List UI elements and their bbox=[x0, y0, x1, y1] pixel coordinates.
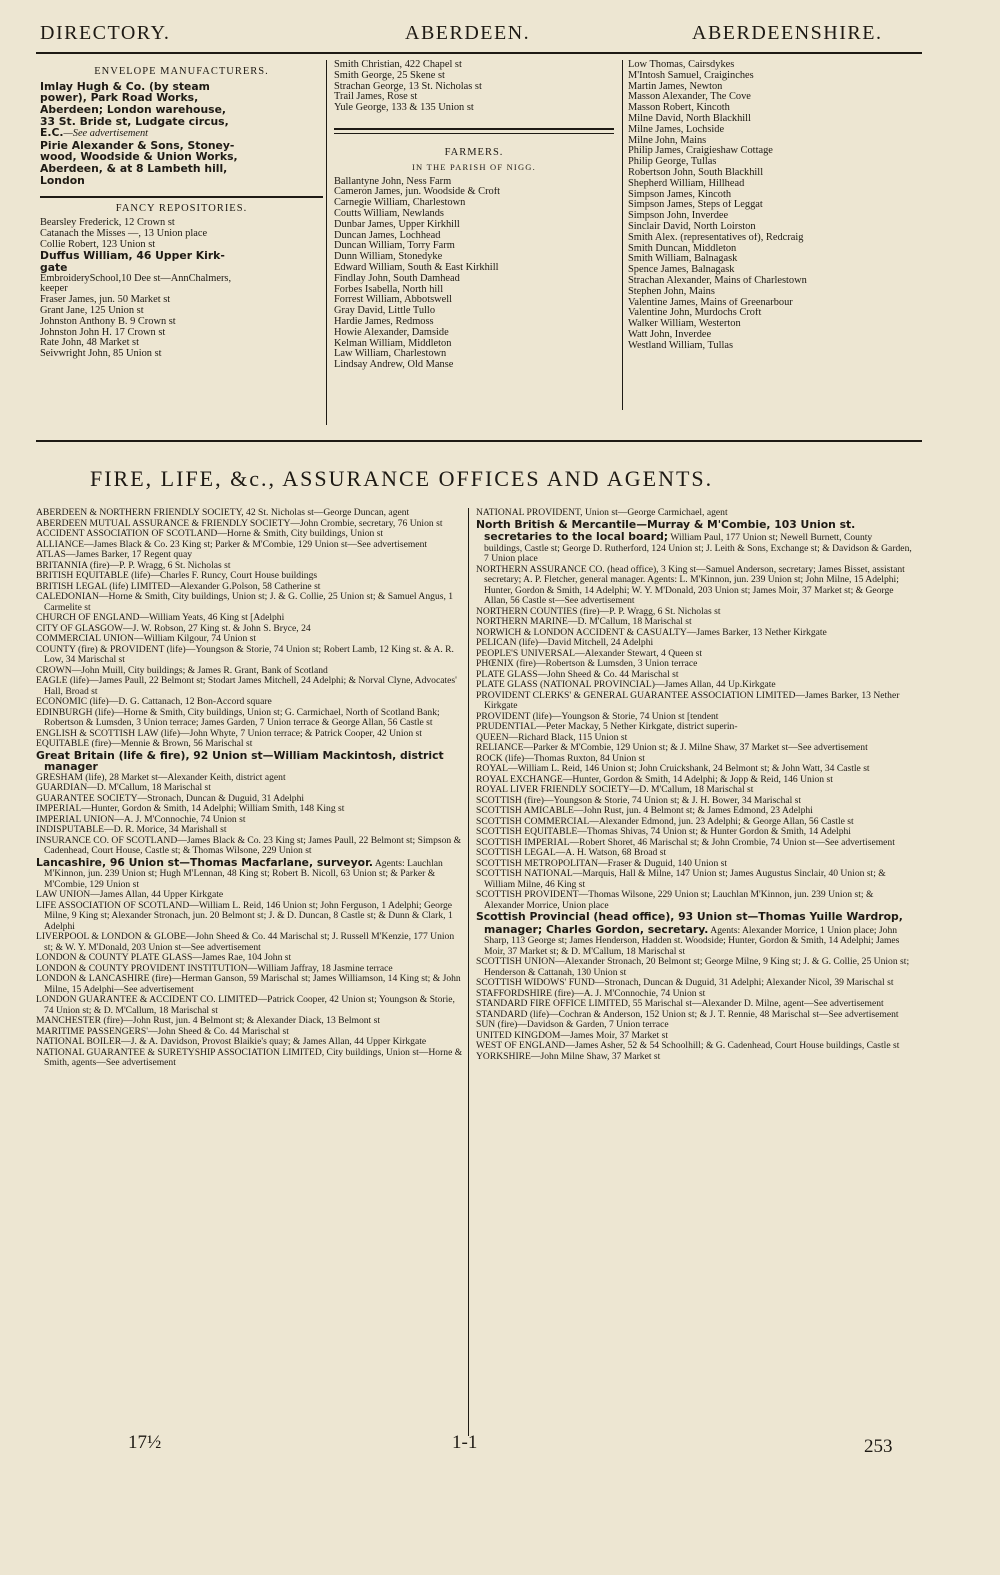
list-entry: LONDON GUARANTEE & ACCIDENT CO. LIMITED—Patrick Cooper, 42 Union st; Youngson & Storie, 74 Union st; & D. M'Callum, 18 Marischal st bbox=[36, 995, 455, 1016]
section-rule bbox=[36, 440, 922, 442]
list-entry: LONDON & COUNTY PROVIDENT INSTITUTION—William Jaffray, 18 Jasmine terrace bbox=[36, 963, 393, 974]
list-item: Fraser James, jun. 50 Market st bbox=[40, 295, 171, 306]
list-continued bbox=[334, 60, 614, 114]
list-item: Valentine James, Mains of Greenarbour bbox=[628, 297, 793, 308]
list-entry: STANDARD (life)—Cochran & Anderson, 152 Union st; & J. T. Rennie, 48 Marischal st—See advertisement bbox=[476, 1009, 899, 1020]
list-entry: SCOTTISH IMPERIAL—Robert Shoret, 46 Marischal st; & John Crombie, 74 Union st—See advertisement bbox=[476, 837, 895, 848]
list-entry: PHŒNIX (fire)—Robertson & Lumsden, 3 Union terrace bbox=[476, 659, 698, 669]
list-entry: SUN (fire)—Davidson & Garden, 7 Union terrace bbox=[476, 1020, 669, 1030]
list-item: Catanach the Misses —, 13 Union place bbox=[40, 228, 208, 239]
list-entry: MARITIME PASSENGERS'—John Sheed & Co. 44 Marischal st bbox=[36, 1026, 289, 1037]
list-item: Kelman William, Middleton bbox=[334, 338, 452, 349]
list-entry: NORWICH & LONDON ACCIDENT & CASUALTY—James Barker, 13 Nether Kirkgate bbox=[476, 627, 827, 638]
list-entry: PLATE GLASS (NATIONAL PROVINCIAL)—James Allan, 44 Up.Kirkgate bbox=[476, 680, 776, 690]
list-item: Robertson John, South Blackhill bbox=[628, 167, 764, 178]
list-entry: SCOTTISH NATIONAL—Marquis, Hall & Milne, 147 Union st; James Augustus Sinclair, 40 Union st; & William Milne, 46 King st bbox=[476, 869, 886, 890]
list-entry: CITY OF GLASGOW—J. W. Robson, 27 King st. & John S. Bryce, 24 bbox=[36, 623, 311, 634]
list-item: Philip James, Craigieshaw Cottage bbox=[628, 146, 773, 157]
entry-great-britain: Great Britain (life & fire), 92 Union st—William Mackintosh, district manager bbox=[36, 749, 444, 773]
list-item: Shepherd William, Hillhead bbox=[628, 178, 745, 189]
farmers-list-continued bbox=[628, 60, 920, 352]
list-entry: SCOTTISH UNION—Alexander Stronach, 20 Belmont st; George Milne, 9 King st; J. & G. Collie, 25 Union st; Henderson & Cattanah, 130 Union st bbox=[476, 957, 910, 978]
list-item: Grant Jane, 125 Union st bbox=[40, 305, 144, 316]
list-item: Yule George, 133 & 135 Union st bbox=[334, 103, 474, 114]
list-item: Simpson John, Inverdee bbox=[628, 211, 729, 222]
list-entry: BRITISH EQUITABLE (life)—Charles F. Runcy, Court House buildings bbox=[36, 571, 318, 581]
list-item: Spence James, Balnagask bbox=[628, 265, 735, 276]
entry-lancashire: Lancashire, 96 Union st—Thomas Macfarlane, surveyor. Agents: Lauchlan M'Kinnon, jun. 239 Union st; Hugh M'Lennan, 48 King st; Robert B. Nicoll, 63 Union st; & Parker & M'Combie, 129 Union st bbox=[36, 856, 443, 890]
list-entry: LONDON & COUNTY PLATE GLASS—James Rae, 104 John st bbox=[36, 953, 292, 964]
column-1 bbox=[40, 64, 323, 360]
list-entry: UNITED KINGDOM—James Moir, 37 Market st bbox=[476, 1030, 668, 1041]
column-3 bbox=[628, 60, 920, 352]
list-entry: IMPERIAL UNION—A. J. M'Connochie, 74 Union st bbox=[36, 814, 246, 825]
header-left: DIRECTORY. bbox=[40, 22, 171, 44]
list-entry: SCOTTISH METROPOLITAN—Fraser & Duguid, 140 Union st bbox=[476, 858, 728, 869]
list-item: Rate John, 48 Market st bbox=[40, 338, 139, 349]
list-entry: MANCHESTER (fire)—John Rust, jun. 4 Belmont st; & Alexander Diack, 13 Belmont st bbox=[36, 1016, 381, 1027]
list-entry: PLATE GLASS—John Sheed & Co. 44 Marischal st bbox=[476, 669, 679, 680]
list-entry: ECONOMIC (life)—D. G. Cattanach, 12 Bon-Accord square bbox=[36, 697, 272, 707]
list-entry: EQUITABLE (fire)—Mennie & Brown, 56 Marischal st bbox=[36, 739, 253, 749]
list-entry: GUARDIAN—D. M'Callum, 18 Marischal st bbox=[36, 783, 211, 794]
fancy-entry-duffus: Duffus William, 46 Upper Kirk- gate bbox=[40, 250, 225, 274]
list-entry: ABERDEEN MUTUAL ASSURANCE & FRIENDLY SOCIETY—John Crombie, secretary, 76 Union st bbox=[36, 518, 443, 529]
list-entry: ROYAL—William L. Reid, 146 Union st; John Cruickshank, 24 Belmont st; & John Watt, 34 Castle st bbox=[476, 764, 870, 774]
list-item: Watt John, Inverdee bbox=[628, 329, 712, 340]
list-item: Duncan William, Torry Farm bbox=[334, 241, 455, 252]
footer-left: 17½ bbox=[128, 1432, 162, 1453]
list-item: Coutts William, Newlands bbox=[334, 208, 444, 219]
list-item: Masson Alexander, The Cove bbox=[628, 92, 751, 103]
list-entry: SCOTTISH COMMERCIAL—Alexander Edmond, jun. 23 Adelphi; & George Allan, 56 Castle st bbox=[476, 816, 854, 827]
list-item: Valentine John, Murdochs Croft bbox=[628, 308, 762, 319]
list-entry: EAGLE (life)—James Paull, 22 Belmont st; Stodart James Mitchell, 24 Adelphi; & Norval Clyne, Advocates' Hall, Broad st bbox=[36, 676, 457, 697]
list-entry: RELIANCE—Parker & M'Combie, 129 Union st; & J. Milne Shaw, 37 Market st—See advertisement bbox=[476, 743, 868, 753]
assurance-column-left bbox=[36, 508, 464, 1069]
list-entry: PROVIDENT (life)—Youngson & Storie, 74 Union st [tendent bbox=[476, 711, 719, 722]
column-divider bbox=[622, 60, 623, 410]
list-entry: SCOTTISH WIDOWS' FUND—Stronach, Duncan & Duguid, 31 Adelphi; Alexander Nicol, 39 Marischal st bbox=[476, 978, 894, 988]
list-item: Law William, Charlestown bbox=[334, 349, 447, 360]
list-item: Forrest William, Abbotswell bbox=[334, 295, 453, 306]
section-title-farmers: FARMERS. bbox=[444, 147, 504, 158]
list-item: Martin James, Newton bbox=[628, 81, 723, 92]
list-item: Ballantyne John, Ness Farm bbox=[334, 176, 452, 187]
section-subtitle-nigg: IN THE PARISH OF NIGG. bbox=[412, 161, 536, 172]
list-item: Dunbar James, Upper Kirkhill bbox=[334, 219, 460, 230]
list-entry: LIFE ASSOCIATION OF SCOTLAND—William L. Reid, 146 Union st; John Ferguson, 1 Adelphi; George Milne, 9 King st; Alexander Stronach, jun. 20 Belmont st; J. & D. Duncan, 8 Castle st; & Dunn & Clark, 1 Adelphi bbox=[36, 900, 453, 932]
list-item: Philip George, Tullas bbox=[628, 157, 717, 168]
list-item: Milne James, Lochside bbox=[628, 124, 725, 135]
list-entry: SCOTTISH PROVIDENT—Thomas Wilsone, 229 Union st; Lauchlan M'Kinnon, jun. 239 Union st; & Alexander Morrice, Union place bbox=[476, 890, 874, 911]
entry-north-british: North British & Mercantile—Murray & M'Combie, 103 Union st. secretaries to the local board; William Paul, 177 Union st; Newell Burnett, County buildings, Castle st; George D. Rutherford, 124 Union st; J. Leith & Sons, Exchange st; & Davidson & Garden, 7 Union place bbox=[476, 518, 912, 564]
page-title: FIRE, LIFE, &c., ASSURANCE OFFICES AND AGENTS. bbox=[90, 466, 714, 491]
list-entry: PELICAN (life)—David Mitchell, 24 Adelphi bbox=[476, 638, 654, 648]
list-entry: LONDON & LANCASHIRE (fire)—Herman Ganson, 59 Marischal st; James Williamson, 14 King st; & John Milne, 15 Adelphi—See advertisement bbox=[36, 974, 461, 995]
list-entry: SCOTTISH EQUITABLE—Thomas Shivas, 74 Union st; & Hunter Gordon & Smith, 14 Adelphi bbox=[476, 827, 851, 837]
list-item: Gray David, Little Tullo bbox=[334, 306, 436, 317]
section-title-envelope: ENVELOPE MANUFACTURERS. bbox=[94, 67, 269, 77]
column-divider bbox=[468, 508, 469, 1436]
list-entry: GRESHAM (life), 28 Market st—Alexander Keith, district agent bbox=[36, 772, 286, 783]
fancy-list bbox=[40, 218, 323, 250]
section-rule bbox=[40, 196, 323, 198]
list-item: Smith Christian, 422 Chapel st bbox=[334, 60, 462, 70]
list-item: Edward William, South & East Kirkhill bbox=[334, 262, 499, 273]
list-item: Seivwright John, 85 Union st bbox=[40, 349, 162, 360]
list-entry: IMPERIAL—Hunter, Gordon & Smith, 14 Adelphi; William Smith, 148 King st bbox=[36, 804, 345, 815]
list-entry: INSURANCE CO. OF SCOTLAND—James Black & Co. 23 King st; James Paull, 22 Belmont st; Simpson & Cadenhead, Court House, Castle st; & Thomas Wilsone, 229 Union st bbox=[36, 835, 462, 857]
list-item: Walker William, Westerton bbox=[628, 319, 741, 330]
list-entry: ACCIDENT ASSOCIATION OF SCOTLAND—Horne & Smith, City buildings, Union st bbox=[36, 529, 384, 539]
list-item: Strachan George, 13 St. Nicholas st bbox=[334, 81, 482, 92]
list-item: keeper bbox=[40, 284, 68, 295]
list-entry: CHURCH OF ENGLAND—William Yeats, 46 King st [Adelphi bbox=[36, 613, 285, 623]
list-entry: PEOPLE'S UNIVERSAL—Alexander Stewart, 4 Queen st bbox=[476, 648, 703, 659]
list-entry: SCOTTISH LEGAL—A. H. Watson, 68 Broad st bbox=[476, 848, 667, 858]
list-item: Duncan James, Lochhead bbox=[334, 230, 441, 241]
list-entry: STAFFORDSHIRE (fire)—A. J. M'Connochie, 74 Union st bbox=[476, 988, 706, 999]
list-item: Carnegie William, Charlestown bbox=[334, 198, 466, 209]
list-item: Smith William, Balnagask bbox=[628, 254, 738, 265]
list-item: Sinclair David, North Loirston bbox=[628, 221, 756, 232]
list-entry: ROYAL EXCHANGE—Hunter, Gordon & Smith, 14 Adelphi; & Jopp & Reid, 146 Union st bbox=[476, 774, 833, 785]
list-entry: INDISPUTABLE—D. R. Morice, 34 Marishall st bbox=[36, 825, 227, 836]
list-entry: COMMERCIAL UNION—William Kilgour, 74 Union st bbox=[36, 634, 257, 644]
list-entry: ROCK (life)—Thomas Ruxton, 84 Union st bbox=[476, 753, 645, 764]
list-entry: SCOTTISH AMICABLE—John Rust, jun. 4 Belmont st; & James Edmond, 23 Adelphi bbox=[476, 806, 813, 816]
list-entry: PROVIDENT CLERKS' & GENERAL GUARANTEE ASSOCIATION LIMITED—James Barker, 13 Nether Kirkgate bbox=[476, 690, 900, 711]
list-entry: COUNTY (fire) & PROVIDENT (life)—Youngson & Storie, 74 Union st; Robert Lamb, 12 King st. & A. R. Low, 34 Marischal st bbox=[36, 644, 454, 665]
list-entry: ROYAL LIVER FRIENDLY SOCIETY—D. M'Callum, 18 Marischal st bbox=[476, 785, 754, 795]
list-item: Trail James, Rose st bbox=[334, 92, 418, 103]
list-item: Milne David, North Blackhill bbox=[628, 113, 751, 124]
list-entry: NATIONAL GUARANTEE & SURETYSHIP ASSOCIATION LIMITED, City buildings, Union st—Horne & Smith, agents—See advertisement bbox=[36, 1047, 463, 1069]
list-entry: LAW UNION—James Allan, 44 Upper Kirkgate bbox=[36, 890, 224, 901]
list-entry: YORKSHIRE—John Milne Shaw, 37 Market st bbox=[476, 1051, 661, 1062]
list-entry: BRITANNIA (fire)—P. P. Wragg, 6 St. Nicholas st bbox=[36, 560, 231, 571]
header-rule bbox=[36, 52, 922, 54]
assurance-column-right bbox=[476, 508, 912, 1062]
list-item: Johnston Anthony B. 9 Crown st bbox=[40, 316, 176, 327]
list-entry: STANDARD FIRE OFFICE LIMITED, 55 Marischal st—Alexander D. Milne, agent—See advertisement bbox=[476, 999, 884, 1009]
farmers-list bbox=[334, 177, 614, 371]
list-item: Simpson James, Steps of Leggat bbox=[628, 200, 763, 211]
list-entry: CROWN—John Muill, City buildings; & James R. Grant, Bank of Scotland bbox=[36, 665, 328, 676]
list-entry: BRITISH LEGAL (life) LIMITED—Alexander G.Polson, 58 Catherine st bbox=[36, 581, 321, 592]
list-entry: SCOTTISH (fire)—Youngson & Storie, 74 Union st; & J. H. Bower, 34 Marischal st bbox=[476, 795, 802, 806]
list-item: Findlay John, South Damhead bbox=[334, 273, 460, 284]
list-item: Lindsay Andrew, Old Manse bbox=[334, 360, 454, 371]
list-entry: NORTHERN COUNTIES (fire)—P. P. Wragg, 6 St. Nicholas st bbox=[476, 606, 721, 617]
list-entry: ATLAS—James Barker, 17 Regent quay bbox=[36, 550, 193, 560]
list-item: Milne John, Mains bbox=[628, 135, 707, 146]
footer-center: 1-1 bbox=[452, 1432, 478, 1453]
section-rule bbox=[334, 128, 614, 134]
list-entry: NATIONAL BOILER—J. & A. Davidson, Provost Blaikie's quay; & James Allan, 44 Upper Kirkgate bbox=[36, 1037, 427, 1048]
list-item: Hardie James, Redmoss bbox=[334, 316, 434, 327]
list-entry: ABERDEEN & NORTHERN FRIENDLY SOCIETY, 42 St. Nicholas st—George Duncan, agent bbox=[36, 508, 410, 518]
list-item: Strachan Alexander, Mains of Charlestown bbox=[628, 275, 807, 286]
list-entry: NORTHERN MARINE—D. M'Callum, 18 Marischal st bbox=[476, 617, 692, 627]
list-item: Simpson James, Kincoth bbox=[628, 189, 732, 200]
list-item: Johnston John H. 17 Crown st bbox=[40, 327, 166, 338]
list-entry: CALEDONIAN—Horne & Smith, City buildings, Union st; J. & G. Collie, 25 Union st; & Samuel Angus, 1 Carmelite st bbox=[36, 592, 454, 613]
envelope-entry-imlay: Imlay Hugh & Co. (by steam power), Park Road Works, Aberdeen; London warehouse, 33 St. Bride st, Ludgate circus, E.C.—See advertisement bbox=[40, 80, 229, 140]
header-right: ABERDEENSHIRE. bbox=[692, 22, 883, 44]
list-item: M'Intosh Samuel, Craiginches bbox=[628, 70, 754, 81]
list-entry: GUARANTEE SOCIETY—Stronach, Duncan & Duguid, 31 Adelphi bbox=[36, 793, 305, 804]
list-item: Masson Robert, Kincoth bbox=[628, 103, 730, 114]
column-2 bbox=[334, 60, 614, 371]
list-item: Smith George, 25 Skene st bbox=[334, 70, 445, 81]
list-item: Cameron James, jun. Woodside & Croft bbox=[334, 187, 501, 198]
section-title-fancy: FANCY REPOSITORIES. bbox=[115, 204, 248, 215]
list-entry: PRUDENTIAL—Peter Mackay, 5 Nether Kirkgate, district superin- bbox=[476, 722, 738, 732]
list-item: Howie Alexander, Damside bbox=[334, 327, 449, 338]
list-item: Low Thomas, Cairsdykes bbox=[628, 60, 735, 70]
list-entry: ALLIANCE—James Black & Co. 23 King st; Parker & M'Combie, 129 Union st—See advertisement bbox=[36, 539, 428, 550]
list-entry: EDINBURGH (life)—Horne & Smith, City buildings, Union st; G. Carmichael, North of Scotland Bank; Robertson & Lumsden, 3 Union terrace; James Garden, 7 Union terrace & George Allan, 56 Castle st bbox=[36, 707, 440, 728]
list-entry: NATIONAL PROVIDENT, Union st—George Carmichael, agent bbox=[476, 508, 728, 518]
list-item: Stephen John, Mains bbox=[628, 286, 715, 297]
footer-page-number: 253 bbox=[864, 1436, 893, 1457]
list-item: Bearsley Frederick, 12 Crown st bbox=[40, 217, 175, 228]
list-entry: QUEEN—Richard Black, 115 Union st bbox=[476, 732, 628, 743]
header-center: ABERDEEN. bbox=[405, 22, 531, 44]
list-item: Dunn William, Stonedyke bbox=[334, 252, 443, 263]
list-item: Smith Alex. (representatives of), Redcraig bbox=[628, 232, 804, 243]
column-divider bbox=[326, 60, 327, 425]
list-item: Smith Duncan, Middleton bbox=[628, 243, 737, 254]
list-item: EmbroiderySchool,10 Dee st—AnnChalmers, bbox=[40, 273, 232, 284]
list-entry: WEST OF ENGLAND—James Asher, 52 & 54 Schoolhill; & G. Cadenhead, Court House buildings, Castle st bbox=[476, 1041, 900, 1051]
list-entry: LIVERPOOL & LONDON & GLOBE—John Sheed & Co. 44 Marischal st; J. Russell M'Kenzie, 177 Union st; & W. Y. M'Donald, 203 Union st—See advertisement bbox=[36, 932, 455, 953]
list-item: Westland William, Tullas bbox=[628, 340, 734, 351]
list-entry: ENGLISH & SCOTTISH LAW (life)—John Whyte, 7 Union terrace; & Patrick Cooper, 42 Union st bbox=[36, 728, 422, 739]
entry-scottish-provincial: Scottish Provincial (head office), 93 Union st—Thomas Yuille Wardrop, manager; Charles Gordon, secretary. Agents: Alexander Morrice, 1 Union place; John Sharp, 113 George st; James Henderson, Hadden st. Woodside; Hunter, Gordon & Smith, 14 Adelphi; James Moir, 37 Market st; & D. M'Callum, 18 Marischal st bbox=[476, 911, 903, 957]
list-item: Forbes Isabella, North hill bbox=[334, 284, 444, 295]
envelope-entry-pirie: Pirie Alexander & Sons, Stoney- wood, Woodside & Union Works, Aberdeen, & at 8 Lambeth hill, London bbox=[40, 139, 238, 187]
fancy-list-2 bbox=[40, 274, 323, 360]
list-item: Collie Robert, 123 Union st bbox=[40, 239, 156, 250]
list-entry: NORTHERN ASSURANCE CO. (head office), 3 King st—Samuel Anderson, secretary; James Bisset, assistant secretary; A. P. Fletcher, general manager. Agents: L. M'Kinnon, jun. 239 Union st; John Milne, 15 Adelphi; Hunter, Gordon & Smith, 14 Adelphi; W. Y. M'Donald, 203 Union st; James Moir, 37 Market st; & George Allan, 56 Castle st—See advertisement bbox=[476, 564, 905, 606]
